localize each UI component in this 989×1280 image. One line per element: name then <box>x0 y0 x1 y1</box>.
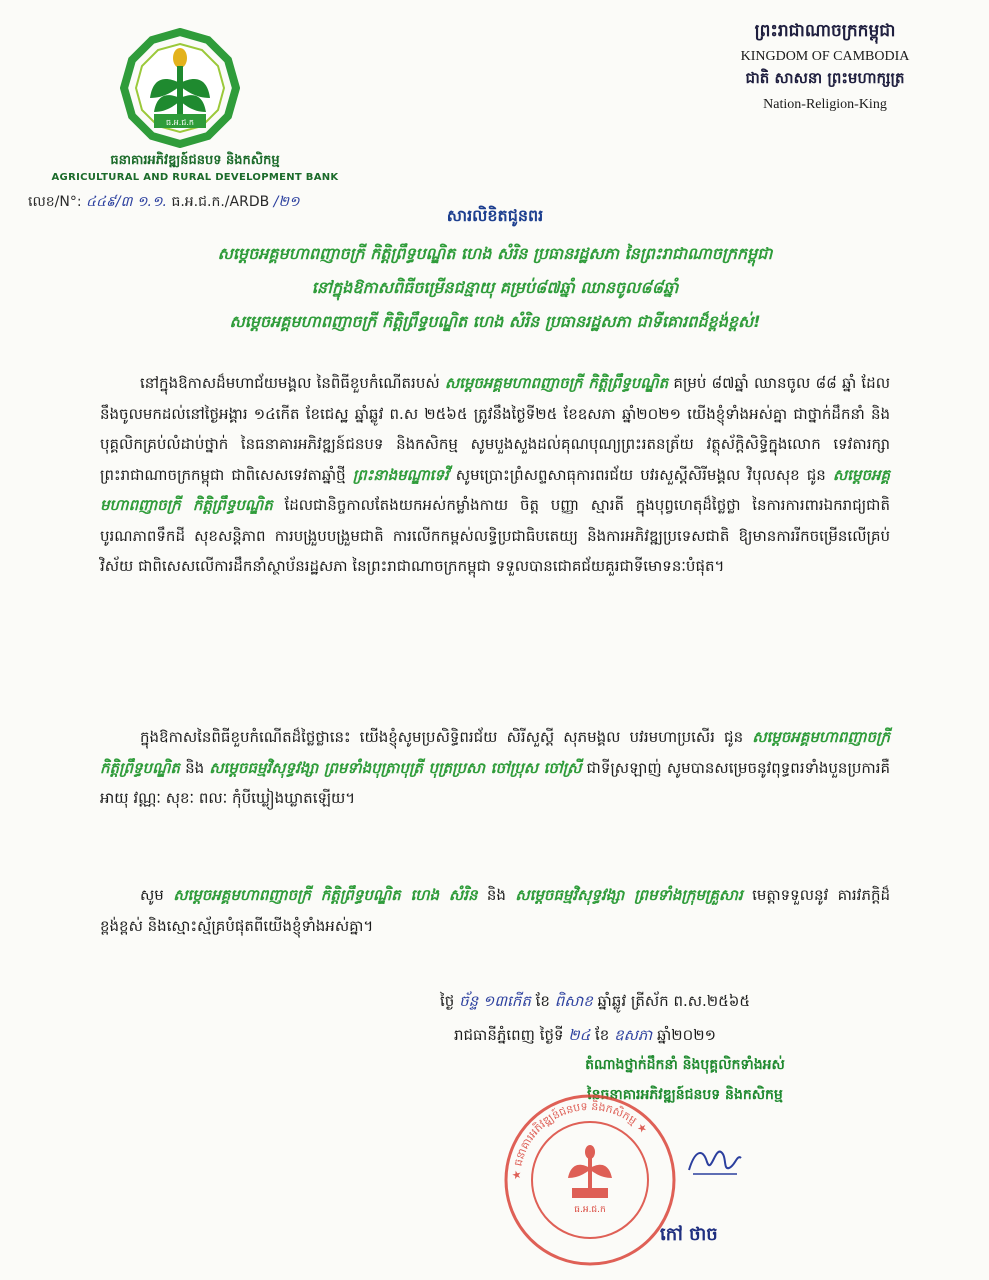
signoff-line-1: តំណាងថ្នាក់ដឹកនាំ និងបុគ្គលិកទាំងអស់ <box>585 1057 785 1073</box>
p2-text-e: ជាទីស្រឡាញ់ សូមបានសម្រេចនូវពុទ្ធពរទាំងបួនប្រការគឺ អាយុ វណ្ណៈ សុខៈ ពលៈ កុំបីឃ្លៀងឃ្លាតឡើយ។ <box>100 758 890 807</box>
title-line-3: សម្តេចអគ្គមហាពញាចក្រី កិត្តិព្រឹទ្ធបណ្ឌិត ហេង សំរិន ប្រធានរដ្ឋសភា ជាទីគោរពដ៏ខ្ពង់ខ្ពស់! <box>229 312 761 331</box>
kingdom-en: KINGDOM OF CAMBODIA <box>740 49 910 64</box>
p3-text-c: និង <box>477 886 516 904</box>
signoff-line-2: នៃធនាគារអភិវឌ្ឍន៍ជនបទ និងកសិកម្ម <box>587 1087 783 1103</box>
logo-text: ធ.អ.ជ.ក <box>166 118 194 127</box>
stamp-ring-text: ★ ធនាគារអភិវឌ្ឍន៍ជនបទ និងកសិកម្ម ★ <box>509 1099 651 1181</box>
kingdom-header <box>700 20 950 113</box>
letter-title <box>60 205 930 339</box>
p3-highlight-d: សម្តេចធម្មវិសុទ្ធវង្សា ព្រមទាំងក្រុមគ្រួសារ <box>515 886 743 904</box>
p3-highlight-b: សម្តេចអគ្គមហាពញាចក្រី កិត្តិព្រឹទ្ធបណ្ឌិត ហេង សំរិន <box>173 886 478 904</box>
solar-date-label: រាជធានីភ្នំពេញ ថ្ងៃទី <box>454 1026 569 1044</box>
p2-text-c: និង <box>179 758 210 777</box>
p1-highlight-f: សម្តេចអគ្គមហាពញាចក្រី កិត្តិព្រឹទ្ធបណ្ឌិត <box>100 465 891 514</box>
p1-text-g: ដែលជានិច្ចកាលតែងយកអស់កម្លាំងកាយ ចិត្ត បញ្ញា ស្មារតី ក្នុងបុព្វហេតុដ៏ថ្លៃថ្លា នៃការការពារឯករាជ្យជាតិ បូរណភាពទឹកដី សុខសន្តិភាព ការបង្រួបបង្រួមជាតិ ការលើកកម្ពស់លទ្ធិប្រជាធិបតេយ្យ និងការអភិវឌ្ឍប្រទេសជាតិ ឱ្យមានការរីកចម្រើនលើគ្រប់វិស័យ ជាពិសេសលើការដឹកនាំស្ថាប័នរដ្ឋសភា នៃព្រះរាជាណាចក្រកម្ពុជា ទទួលបានជោគជ័យគួរជាទីមោទនៈបំផុត។ <box>100 496 890 575</box>
p3-text-e: មេត្តាទទួលនូវ គារវភក្តិដ៏ខ្ពង់ខ្ពស់ និងស្មោះស្ម័គ្របំផុតពីយើងខ្ញុំទាំងអស់គ្នា។ <box>100 886 891 935</box>
ref-year: /២១ <box>273 194 300 210</box>
title-line-2: នៅក្នុងឱកាសពិធីចម្រើនជន្មាយុ គម្រប់៨៧ឆ្នាំ ឈានចូល៨៨ឆ្នាំ <box>311 278 679 297</box>
bank-logo <box>120 28 240 148</box>
solar-day-handwritten: ២៤ <box>568 1026 591 1044</box>
bank-name-kh: ធនាគារអភិវឌ្ឍន៍ជនបទ និងកសិកម្ម <box>110 153 280 168</box>
p1-text-e: សូមប្រោះព្រំសព្ទសាធុការពរជ័យ បវរសួស្តីសិរីមង្គល វិបុលសុខ ជូន <box>448 465 833 484</box>
paragraph-3 <box>100 880 890 941</box>
ref-handwritten: ៤៤៩/៣ ១.១. <box>86 194 172 210</box>
p2-text-a: ក្នុងឱកាសនៃពិធីខួបកំណើតដ៏ថ្លៃថ្លានេះ យើងខ្ញុំសូមប្រសិទ្ធិពរជ័យ សិរីសួស្តី សុភមង្គល បវរមហាប្រសើរ ជូន <box>140 728 753 746</box>
lunar-date <box>440 984 920 1018</box>
motto-kh: ជាតិ សាសនា ព្រះមហាក្សត្រ <box>745 69 905 87</box>
p3-text-a: សូម <box>140 886 174 904</box>
bank-name-en: AGRICULTURAL AND RURAL DEVELOPMENT BANK <box>51 172 339 183</box>
signature <box>685 1140 745 1180</box>
motto-en: Nation-Religion-King <box>763 97 887 112</box>
p2-highlight-d: សម្តេចធម្មវិសុទ្ធវង្សា ព្រមទាំងបុត្រាបុត្រី បុត្រប្រសា ចៅប្រុស ចៅស្រី <box>209 758 582 777</box>
ref-suffix: ធ.អ.ជ.ក./ARDB <box>171 194 270 210</box>
solar-month-label: ខែ <box>590 1026 615 1044</box>
p1-highlight-b: សម្តេចអគ្គមហាពញាចក្រី កិត្តិព្រឹទ្ធបណ្ឌិត <box>444 374 669 392</box>
date-block <box>440 984 920 1052</box>
title-line-1: សម្តេចអគ្គមហាពញាចក្រី កិត្តិព្រឹទ្ធបណ្ឌិត ហេង សំរិន ប្រធានរដ្ឋសភា នៃព្រះរាជាណាចក្រកម្ពុជា <box>217 244 773 263</box>
p1-text-c: គម្រប់ ៨៧ឆ្នាំ ឈានចូល ៨៨ ឆ្នាំ ដែលនឹងចូលមកដល់នៅថ្ងៃអង្គារ ១៤កើត ខែជេស្ឋ ឆ្នាំឆ្លូវ ព.ស ២៥៦៥ ត្រូវនឹងថ្ងៃទី២៥ ខែឧសភា ឆ្នាំ២០២១ យើងខ្ញុំទាំងអស់គ្នា ជាថ្នាក់ដឹកនាំ និងបុគ្គលិកគ្រប់លំដាប់ថ្នាក់ នៃធនាគារអភិវឌ្ឍន៍ជនបទ និងកសិកម្ម សូមបួងសួងដល់គុណបុណ្យព្រះរតនត្រ័យ វត្ថុស័ក្តិសិទ្ធិក្នុងលោក ទេវតារក្សាព្រះរាជាណាចក្រកម្ពុជា ជាពិសេសទេវតាឆ្នាំថ្មី <box>100 374 890 484</box>
lunar-date-label: ថ្ងៃ <box>440 992 460 1010</box>
document-type: សារលិខិតជូនពរ <box>446 206 544 225</box>
p1-text-a: នៅក្នុងឱកាសដ៏មហាជ័យមង្គល នៃពិធីខួបកំណើតរបស់ <box>140 374 445 392</box>
p1-highlight-d: ព្រះនាងមណ្ឌាទេវី <box>352 465 449 484</box>
p2-highlight-b: សម្តេចអគ្គមហាពញាចក្រី កិត្តិព្រឹទ្ធបណ្ឌិត <box>100 728 890 777</box>
official-stamp <box>500 1090 680 1270</box>
paragraph-2 <box>100 722 890 814</box>
stamp-center-text: ធ.អ.ជ.ក <box>574 1205 606 1215</box>
lunar-month-label: ខែ <box>530 992 555 1010</box>
lunar-year: ឆ្នាំឆ្លូវ ត្រីស័ក ព.ស.២៥៦៥ <box>592 992 750 1010</box>
lunar-month-handwritten: ពិសាខ <box>554 992 593 1010</box>
signer-name: កៅ ថាច <box>660 1224 718 1245</box>
solar-month-handwritten: ឧសភា <box>614 1026 653 1044</box>
ref-label: លេខ/N°: <box>28 194 82 210</box>
solar-date <box>440 1018 920 1052</box>
solar-year: ឆ្នាំ២០២១ <box>652 1026 716 1044</box>
lunar-day-handwritten: ច័ន្ទ ១៣កើត <box>459 992 531 1010</box>
kingdom-kh: ព្រះរាជាណាចក្រកម្ពុជា <box>754 21 896 41</box>
paragraph-1 <box>100 368 890 582</box>
